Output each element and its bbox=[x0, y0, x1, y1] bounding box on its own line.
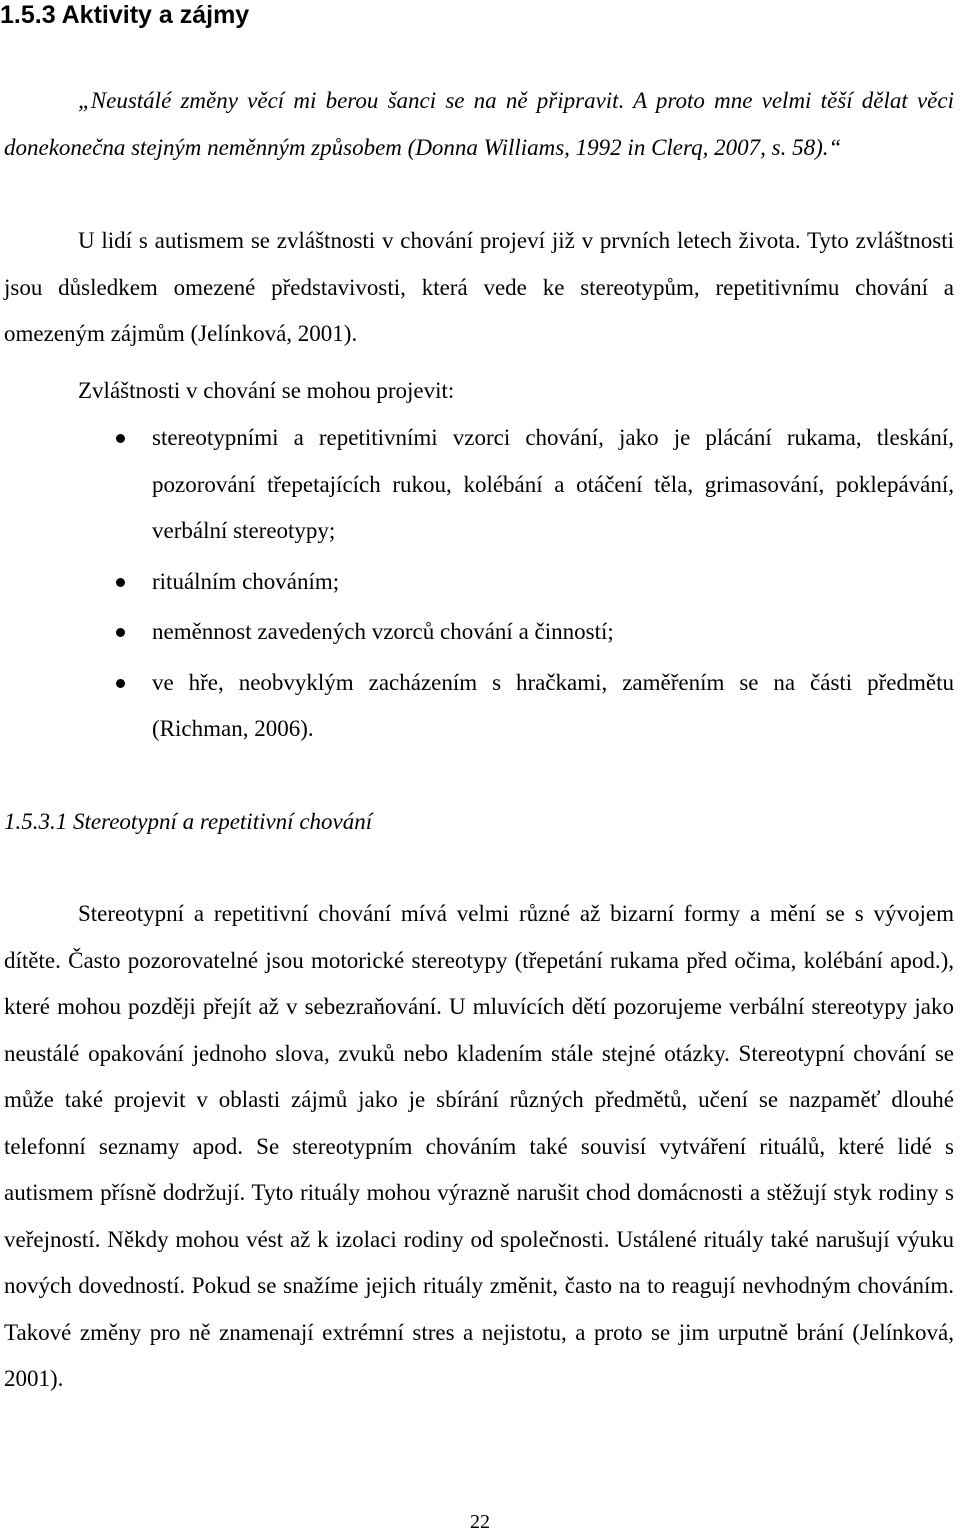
intro-paragraph: U lidí s autismem se zvláštnosti v chování projeví již v prvních letech života. Tyto zvláštnosti jsou důsledkem omezené představivosti, která vede ke stereotypům, repetitivnímu chování a omezeným zájmům (Jelínková, 2001). bbox=[4, 228, 954, 346]
list-item: neměnnost zavedených vzorců chování a činností; bbox=[0, 609, 960, 656]
list-item: stereotypními a repetitivními vzorci chování, jako je plácání rukama, tleskání, pozorování třepetajících rukou, kolébání a otáčení těla, grimasování, poklepávání, verbální stereotypy; bbox=[0, 415, 960, 555]
quote-paragraph: „Neustálé změny věcí mi berou šanci se na ně připravit. A proto mne velmi těší dělat věci donekonečna stejným neměnným způsobem (Donna Williams, 1992 in Clerq, 2007, s. 58).“ bbox=[4, 88, 954, 160]
list-item: rituálním chováním; bbox=[0, 559, 960, 606]
behavior-list bbox=[0, 415, 960, 757]
subsection-heading: 1.5.3.1 Stereotypní a repetitivní chování bbox=[4, 809, 373, 834]
list-lead-text: Zvláštnosti v chování se mohou projevit: bbox=[78, 378, 455, 403]
page-number: 22 bbox=[470, 1511, 490, 1533]
body-paragraph: Stereotypní a repetitivní chování mívá velmi různé až bizarní formy a mění se s vývojem dítěte. Často pozorovatelné jsou motorické stereotypy (třepetání rukama před očima, kolébání apod.), které mohou později přejít až v sebezraňování. U mluvících dětí pozorujeme verbální stereotypy jako neustálé opakování jednoho slova, zvuků nebo kladením stále stejné otázky. Stereotypní chování se může také projevit v oblasti zájmů jako je sbírání různých předmětů, učení se nazpaměť dlouhé telefonní seznamy apod. Se stereotypním chováním také souvisí vytváření rituálů, které lidé s autismem přísně dodržují. Tyto rituály mohou výrazně narušit chod domácnosti a stěžují styk rodiny s veřejností. Někdy mohou vést až k izolaci rodiny od společnosti. Ustálené rituály také narušují výuku nových dovedností. Pokud se snažíme jejich rituály změnit, často na to reagují nevhodným chováním. Takové změny pro ně znamenají extrémní stres a nejistotu, a proto se jim urputně brání (Jelínková, 2001). bbox=[4, 901, 954, 1391]
section-heading: 1.5.3 Aktivity a zájmy bbox=[0, 1, 250, 29]
list-item: ve hře, neobvyklým zacházením s hračkami, zaměřením se na části předmětu (Richman, 2006). bbox=[0, 660, 960, 753]
